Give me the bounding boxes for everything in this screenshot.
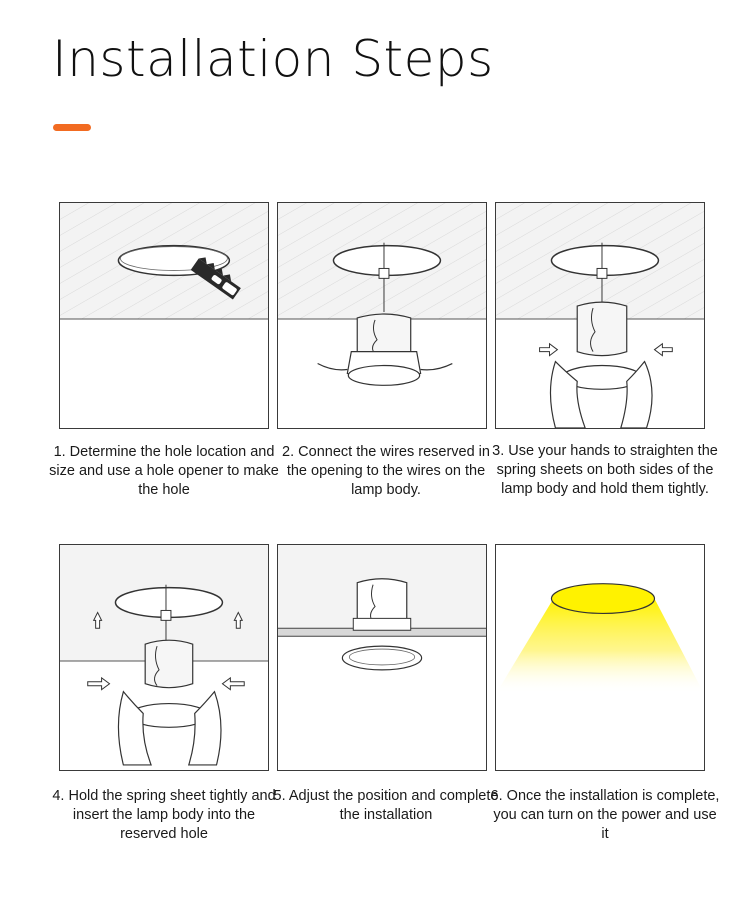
step-2-illustration: [277, 202, 487, 429]
step-2-caption: 2. Connect the wires reserved in the opening to the wires on the lamp body.: [282, 444, 490, 498]
step-4-illustration: [59, 544, 269, 771]
title-accent-bar: [53, 124, 91, 131]
step-1-caption: 1. Determine the hole location and size and use a hole opener to make the hole: [49, 444, 279, 498]
hole-saw-icon: [60, 203, 268, 428]
installed-lamp-icon: [278, 545, 486, 770]
step-6-caption: 6. Once the installation is complete, you can turn on the power and use it: [490, 788, 720, 842]
insert-lamp-icon: [60, 545, 268, 770]
step-6-illustration: [495, 544, 705, 771]
wire-connection-icon: [278, 203, 486, 428]
hands-spring-icon: [496, 203, 704, 428]
step-1-illustration: [59, 202, 269, 429]
step-5-caption: 5. Adjust the position and complete the installation: [273, 788, 499, 823]
light-beam-icon: [496, 545, 704, 770]
step-3-illustration: [495, 202, 705, 429]
step-5-illustration: [277, 544, 487, 771]
page-title: Installation Steps: [52, 30, 494, 88]
step-3-caption: 3. Use your hands to straighten the spring sheets on both sides of the lamp body and hold them tightly.: [492, 443, 718, 497]
step-4-caption: 4. Hold the spring sheet tightly and insert the lamp body into the reserved hole: [52, 788, 276, 842]
